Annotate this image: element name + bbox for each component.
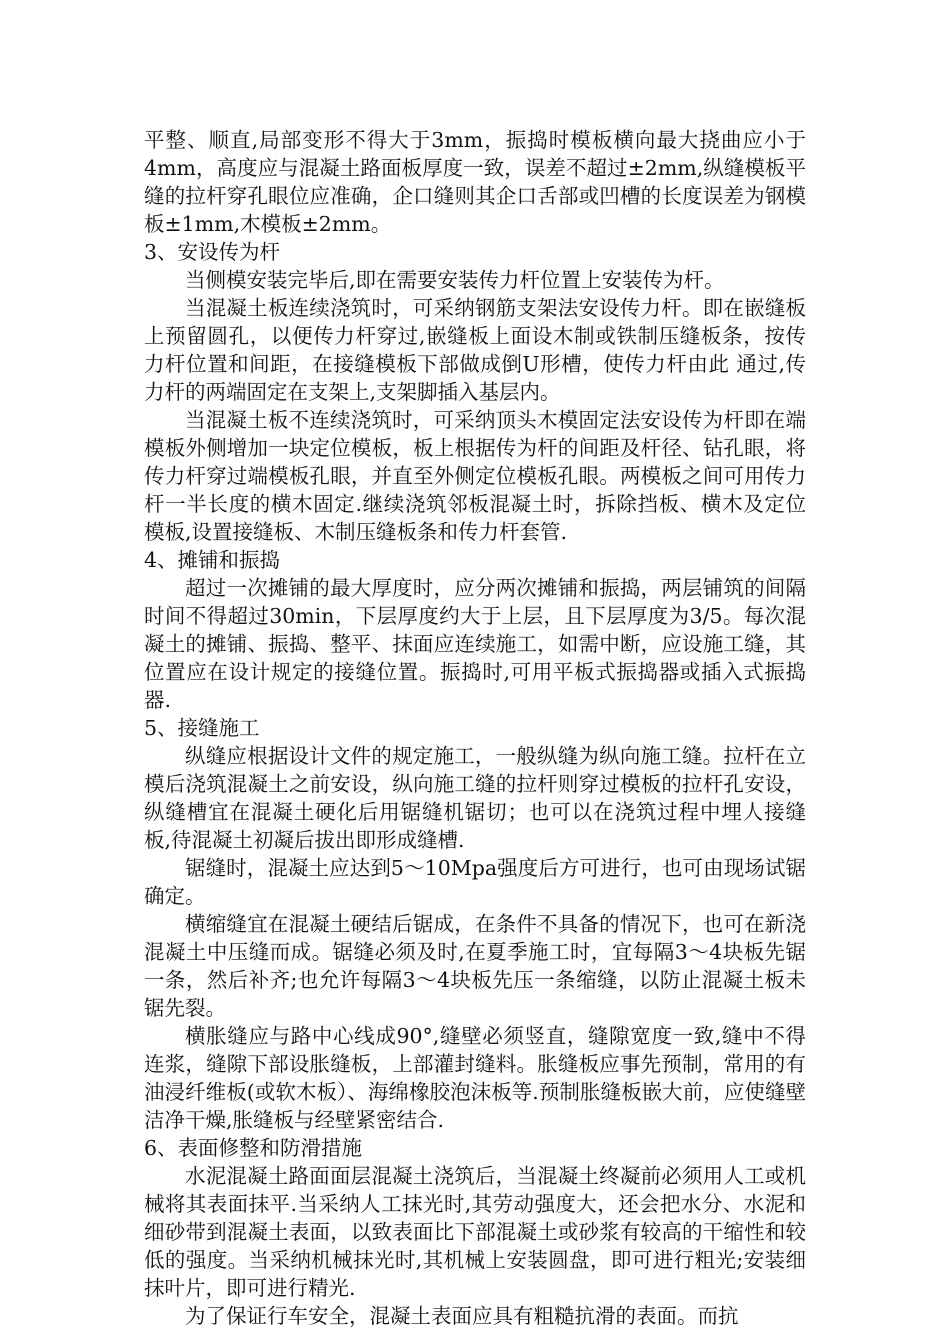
body-paragraph: 当侧模安装完毕后,即在需要安装传力杆位置上安装传为杆。 (185, 268, 725, 292)
document-page (144, 126, 806, 1330)
body-paragraph: 横缩缝宜在混凝土硬结后锯成，在条件不具备的情况下，也可在新浇混凝土中压缝而成。锯缝必须及时,在夏季施工时，宜每隔3～4块板先锯一条，然后补齐;也允许每隔3～4块板先压一条缩缝，以防止混凝土板未锯先裂。 (144, 912, 806, 1020)
body-paragraph: 水泥混凝土路面面层混凝土浇筑后，当混凝土终凝前必须用人工或机械将其表面抹平.当采纳人工抹光时,其劳动强度大，还会把水分、水泥和细砂带到混凝土表面，以致表面比下部混凝土或砂浆有较高的干缩性和较低的强度。当采纳机械抹光时,其机械上安装圆盘，即可进行粗光;安装细抹叶片，即可进行精光. (144, 1164, 806, 1300)
body-paragraph: 横胀缝应与路中心线成90°,缝壁必须竖直，缝隙宽度一致,缝中不得连浆，缝隙下部设胀缝板，上部灌封缝料。胀缝板应事先预制，常用的有油浸纤维板(或软木板）、海绵橡胶泡沫板等.预制胀缝板嵌大前，应使缝壁洁净干燥,胀缝板与经壁紧密结合. (144, 1024, 806, 1132)
body-paragraph: 超过一次摊铺的最大厚度时，应分两次摊铺和振捣，两层铺筑的间隔时间不得超过30min，下层厚度约大于上层，且下层厚度为3/5。每次混凝土的摊铺、振捣、整平、抹面应连续施工，如需中断，应设施工缝，其位置应在设计规定的接缝位置。振捣时,可用平板式振捣器或插入式振捣器. (144, 576, 806, 712)
body-paragraph: 当混凝土板不连续浇筑时，可采纳顶头木模固定法安设传为杆即在端模板外侧增加一块定位模板，板上根据传为杆的间距及杆径、钻孔眼，将传力杆穿过端模板孔眼，并直至外侧定位模板孔眼。两模板之间可用传力杆一半长度的横木固定.继续浇筑邻板混凝土时，拆除挡板、横木及定位模板,设置接缝板、木制压缝板条和传力杆套管. (144, 408, 806, 544)
section-heading: 3、安设传为杆 (144, 240, 281, 264)
body-paragraph: 为了保证行车安全，混凝土表面应具有粗糙抗滑的表面。而抗 (185, 1304, 739, 1328)
section-heading: 5、接缝施工 (144, 716, 260, 740)
section-heading: 4、摊铺和振捣 (144, 548, 281, 572)
body-paragraph: 平整、顺直,局部变形不得大于3mm，振捣时模板横向最大挠曲应小于4mm，高度应与混凝土路面板厚度一致，误差不超过±2mm,纵缝模板平缝的拉杆穿孔眼位应准确，企口缝则其企口舌部或凹槽的长度误差为钢模板±1mm,木模板±2mm。 (144, 128, 806, 236)
body-paragraph: 当混凝土板连续浇筑时，可采纳钢筋支架法安设传力杆。即在嵌缝板上预留圆孔，以便传力杆穿过,嵌缝板上面设木制或铁制压缝板条，按传力杆位置和间距，在接缝模板下部做成倒U形槽，使传力杆由此 通过,传力杆的两端固定在支架上,支架脚插入基层内。 (144, 296, 806, 404)
body-paragraph: 纵缝应根据设计文件的规定施工，一般纵缝为纵向施工缝。拉杆在立模后浇筑混凝土之前安设，纵向施工缝的拉杆则穿过模板的拉杆孔安设，纵缝槽宜在混凝土硬化后用锯缝机锯切；也可以在浇筑过程中埋人接缝板,待混凝土初凝后拔出即形成缝槽. (144, 744, 806, 852)
body-paragraph: 锯缝时，混凝土应达到5～10Mpa强度后方可进行，也可由现场试锯确定。 (144, 856, 806, 908)
section-heading: 6、表面修整和防滑措施 (144, 1136, 363, 1160)
